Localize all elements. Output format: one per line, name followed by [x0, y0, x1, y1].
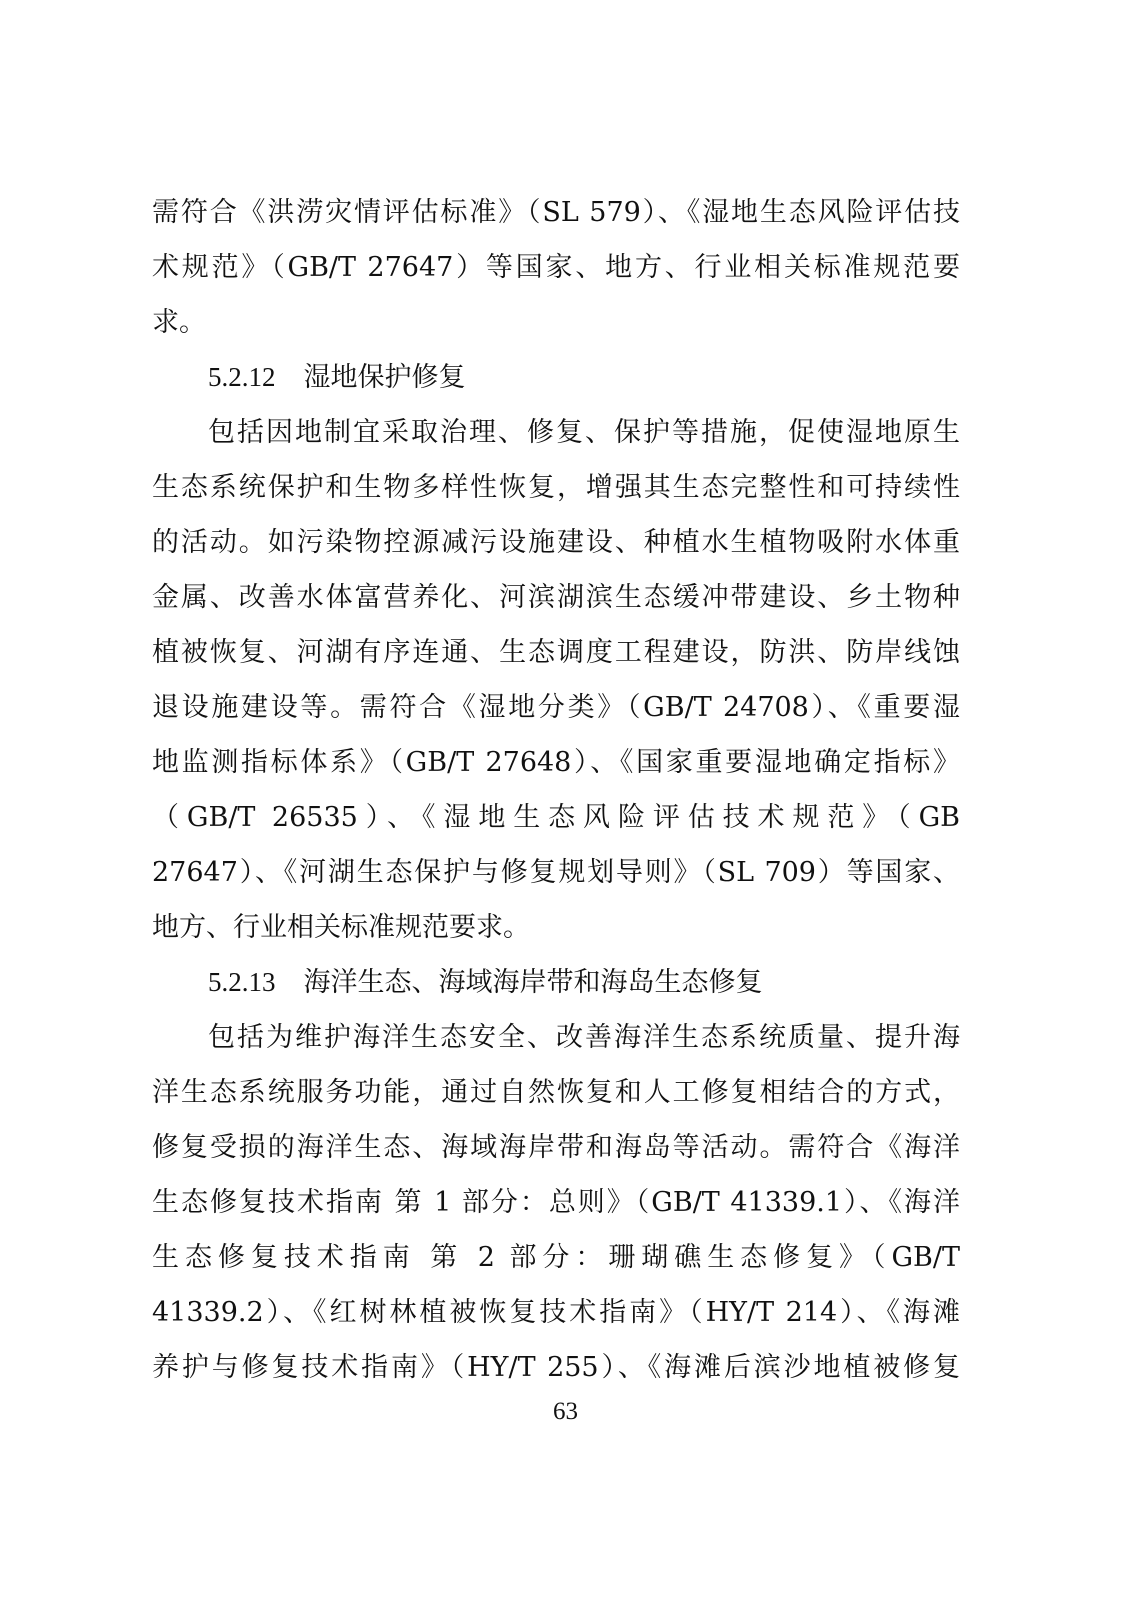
- section-heading-5-2-13: [152, 955, 960, 1010]
- text-line: 洋生态系统服务功能，通过自然恢复和人工修复相结合的方式，: [152, 1077, 960, 1108]
- text-line: （GB/T 26535）、《湿地生态风险评估技术规范》（GB: [152, 802, 960, 833]
- text-line: 包括因地制宜采取治理、修复、保护等措施，促使湿地原生: [208, 417, 960, 448]
- text-line: 的活动。如污染物控源减污设施建设、种植水生植物吸附水体重: [152, 527, 960, 558]
- text-line: 生态修复技术指南 第 1 部分：总则》（GB/T 41339.1）、《海洋: [152, 1187, 960, 1218]
- section-title: 湿地保护修复: [303, 362, 466, 393]
- text-line: 修复受损的海洋生态、海域海岸带和海岛等活动。需符合《海洋: [152, 1132, 960, 1163]
- text-line: 植被恢复、河湖有序连通、生态调度工程建设，防洪、防岸线蚀: [152, 637, 960, 668]
- text-line: 生态系统保护和生物多样性恢复，增强其生态完整性和可持续性: [152, 472, 960, 503]
- section-number: 5.2.12: [208, 362, 276, 392]
- text-line: 27647）、《河湖生态保护与修复规划导则》（SL 709）等国家、: [152, 857, 960, 888]
- text-line: 地方、行业相关标准规范要求。: [152, 912, 530, 943]
- text-line: 金属、改善水体富营养化、河滨湖滨生态缓冲带建设、乡土物种: [152, 582, 960, 613]
- text-line: 养护与修复技术指南》（HY/T 255）、《海滩后滨沙地植被修复: [152, 1352, 960, 1383]
- section-title: 海洋生态、海域海岸带和海岛生态修复: [303, 967, 763, 998]
- section-number: 5.2.13: [208, 967, 276, 997]
- text-line: 求。: [152, 307, 206, 338]
- document-body: [152, 185, 960, 1395]
- text-line: 地监测指标体系》（GB/T 27648）、《国家重要湿地确定指标》: [152, 747, 960, 778]
- section-heading-5-2-12: [152, 350, 960, 405]
- text-line: 术规范》（GB/T 27647）等国家、地方、行业相关标准规范要: [152, 252, 960, 283]
- text-line: 生态修复技术指南 第 2 部分：珊瑚礁生态修复》（GB/T: [152, 1242, 960, 1273]
- text-line: 包括为维护海洋生态安全、改善海洋生态系统质量、提升海: [208, 1022, 960, 1053]
- text-line: 退设施建设等。需符合《湿地分类》（GB/T 24708）、《重要湿: [152, 692, 960, 723]
- page-number: 63: [553, 1398, 578, 1425]
- text-line: 需符合《洪涝灾情评估标准》（SL 579）、《湿地生态风险评估技: [152, 197, 960, 228]
- text-line: 41339.2）、《红树林植被恢复技术指南》（HY/T 214）、《海滩: [152, 1297, 960, 1328]
